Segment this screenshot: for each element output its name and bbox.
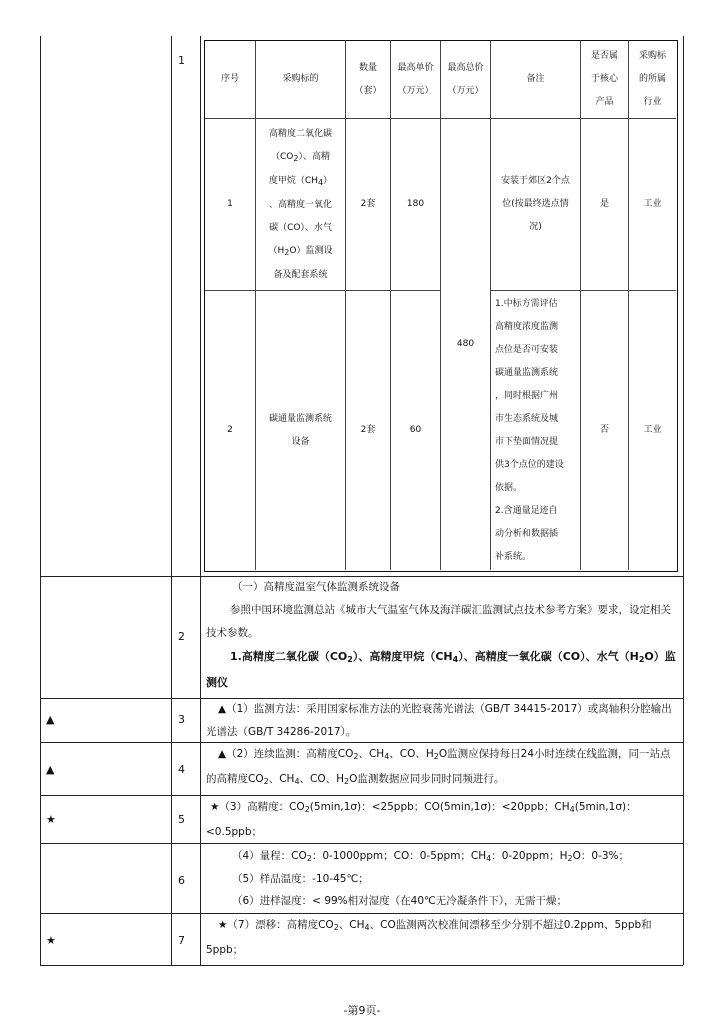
- row1-item: 高精度二氧化碳 $(CO_2)$、高精 度甲烷$(CH_4)$ 、高精度一氧化 碳（CO）、水气 $(H_2O)$监测设 备及配套系统: [256, 119, 346, 291]
- outer-right-border: [683, 36, 684, 965]
- total-price-merged: 480: [441, 119, 491, 570]
- star-mark: ★: [46, 934, 56, 947]
- row1-seq: 1: [205, 119, 256, 291]
- triangle-mark: ▲: [46, 713, 55, 726]
- header-remark: 备注: [491, 41, 581, 119]
- spec-continuous-monitoring: ▲（2）连续监测：高精度$CO_2$、$CH_4$、CO、$H_2O$监测应保持每日24小时连续在线监测，同一站点的高精度$CO_2$、$CH_4$、CO、$H_2O$监测数据应同步同时同频进行。: [206, 748, 671, 786]
- row1-unit-price: 180: [391, 119, 441, 291]
- outer-col2-border: [200, 36, 201, 965]
- row1-industry: 工业: [629, 119, 676, 291]
- row1-core: 是: [581, 119, 629, 291]
- spec-drift: ★（7）漂移：高精度$CO_2$、$CH_4$、CO监测两次校准间漂移至少分别不超过0.2ppm、5ppb和5ppb；: [206, 919, 652, 956]
- header-seq: 序号: [205, 41, 256, 119]
- header-industry: 采购标 的所属 行业: [629, 41, 676, 119]
- row-number: 2: [178, 630, 185, 643]
- header-qty: 数量 （套）: [346, 41, 391, 119]
- row2-remark: 1.中标方需评估 高精度浓度监测 点位是否可安装 碳通量监测系统 ，同时根据广州 市生态系统及城 市下垫面情况提 供3个点位的建设 依据。 2.含通量足迹自 动分析和数据插 补系统。: [491, 291, 581, 570]
- header-unit-price: 最高单价 （万元）: [391, 41, 441, 119]
- spec-sample-temperature: （5）样品温度：-10-45℃；: [232, 873, 369, 885]
- row-divider-bottom: [40, 965, 683, 966]
- triangle-mark: ▲: [46, 763, 55, 776]
- procurement-table: [204, 40, 678, 572]
- spec-precision: ★（3）高精度：$CO_2(5\min,1\sigma)$：<25ppb；CO(5min,1σ)：<20ppb；$CH_4(5\min,1\sigma)$：<0.5ppb；: [206, 801, 637, 838]
- outer-left-border: [40, 36, 41, 965]
- spec-monitoring-method: ▲（1）监测方法：采用国家标准方法的光腔衰荡光谱法（GB/T 34415-2017）或离轴积分腔输出光谱法（GB/T 34286-2017）。: [206, 703, 672, 738]
- header-total-price: 最高总价 （万元）: [441, 41, 491, 119]
- row-number: 6: [178, 874, 185, 887]
- row-number: 3: [178, 713, 185, 726]
- row2-qty: 2套: [346, 291, 391, 570]
- row2-seq: 2: [205, 291, 256, 570]
- row2-core: 否: [581, 291, 629, 570]
- spec-inlet-humidity: （6）进样湿度：< 99%相对湿度（在40℃无冷凝条件下），无需干燥；: [232, 895, 568, 907]
- row2-industry: 工业: [643, 425, 662, 435]
- instrument-heading: 1.高精度二氧化碳$(CO_2)$、高精度甲烷$(CH_4)$、高精度一氧化碳（CO）、水气$(H_2O)$监测仪: [206, 650, 676, 689]
- row-number: 4: [178, 763, 185, 776]
- reference-paragraph: 参照中国环境监测总站《城市大气温室气体及海洋碳汇监测试点技术参考方案》要求，设定相关技术参数。: [206, 604, 671, 639]
- row1-remark: 安装于郊区2个点 位(按最终选点情 况): [491, 119, 581, 291]
- row-number: 5: [178, 813, 185, 826]
- header-item: 采购标的: [256, 41, 346, 119]
- row2-item: 碳通量监测系统 设备: [256, 291, 346, 570]
- row-number: 1: [178, 54, 185, 67]
- row-number: 7: [178, 934, 185, 947]
- page-number: -第9页-: [343, 1004, 381, 1017]
- star-mark: ★: [46, 813, 56, 826]
- header-core: 是否属 于核心 产品: [581, 41, 629, 119]
- row1-qty: 2套: [346, 119, 391, 291]
- outer-col1-border: [171, 36, 172, 965]
- spec-range: （4）量程：$CO_2$：0-1000ppm；CO：0-5ppm；$CH_4$：0-20ppm；$H_2O$：0-3%；: [232, 850, 630, 863]
- row2-unit-price: 60: [391, 291, 441, 570]
- section-title: （一）高精度温室气体监测系统设备: [232, 581, 400, 593]
